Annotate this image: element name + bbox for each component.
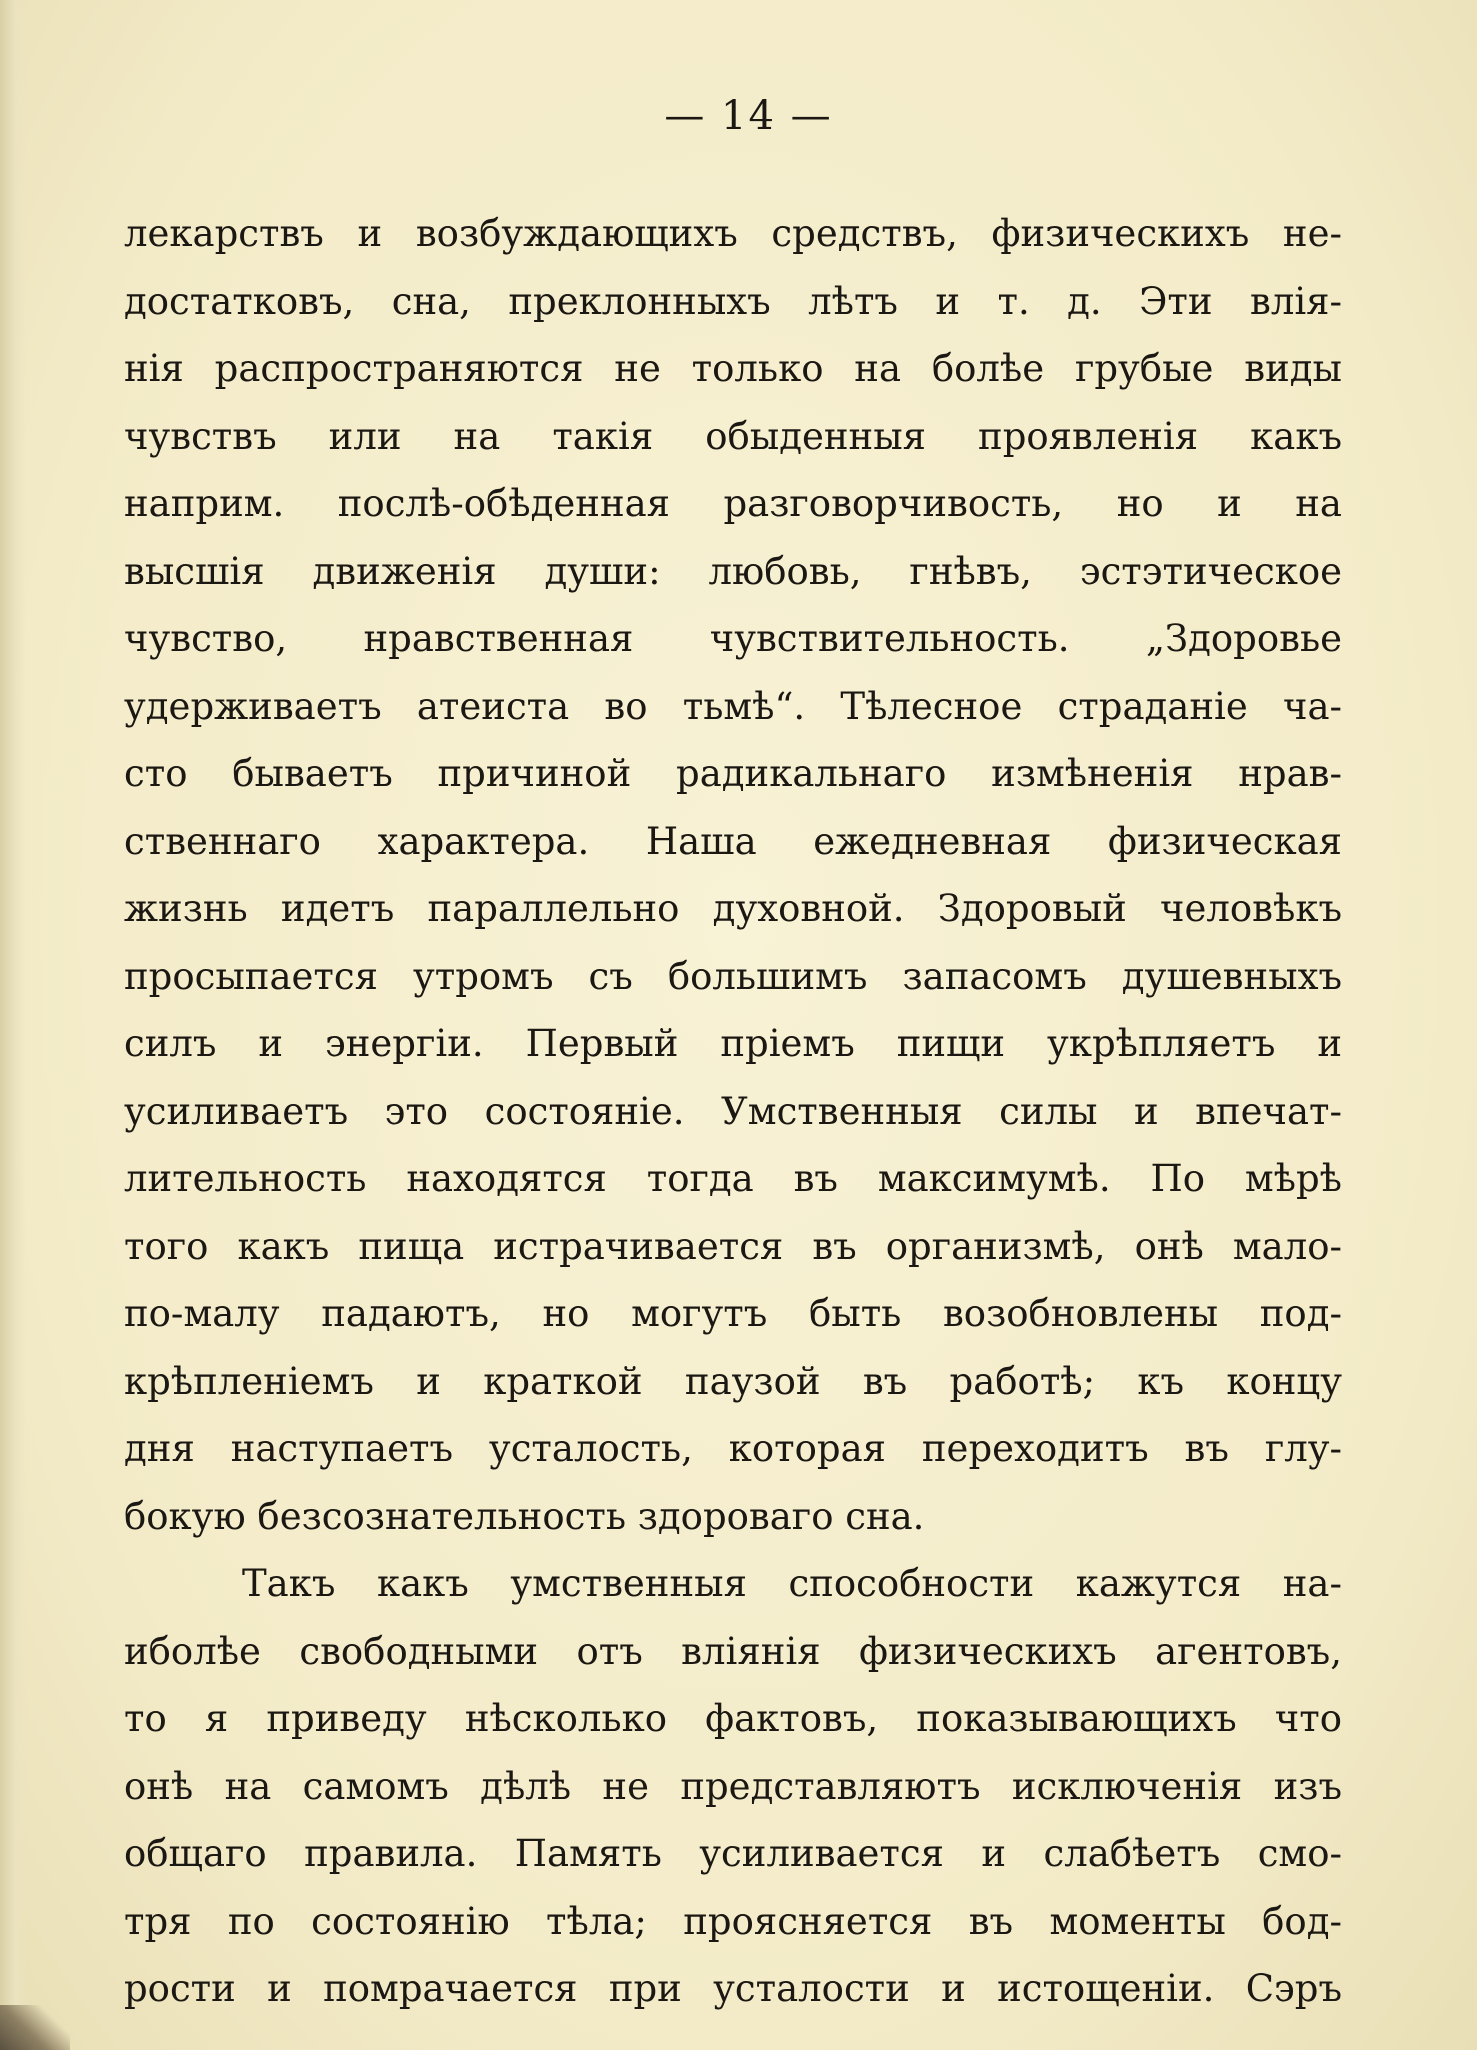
text-line: тря по состоянію тѣла; проясняется въ моменты бод- [124, 1899, 1342, 1943]
text-line: лекарствъ и возбуждающихъ средствъ, физическихъ не- [124, 212, 1342, 255]
text-line: наприм. послѣ-обѣденная разговорчивость, но и на [124, 482, 1342, 525]
text-line: рости и помрачается при усталости и истощеніи. Сэръ [124, 1967, 1342, 2010]
paragraph-start-line: Такъ какъ умственныя способности кажутся на- [242, 1562, 1342, 1605]
page-corner-curl [0, 2005, 70, 2050]
text-line: жизнь идетъ параллельно духовной. Здоровый человѣкъ [124, 887, 1342, 930]
page-left-edge-shadow [0, 0, 26, 2050]
text-line: нія распространяются не только на болѣе грубые виды [124, 347, 1342, 390]
text-line: иболѣе свободными отъ вліянія физическихъ агентовъ, [124, 1629, 1342, 1673]
text-line: силъ и энергіи. Первый пріемъ пищи укрѣпляетъ и [124, 1022, 1342, 1065]
paragraph-end-line: бокую безсознательность здороваго сна. [124, 1494, 925, 1538]
text-line: общаго правила. Память усиливается и слабѣетъ смо- [124, 1832, 1342, 1875]
text-line: ственнаго характера. Наша ежедневная физическая [124, 819, 1342, 863]
text-line: того какъ пища истрачивается въ организмѣ, онѣ мало- [124, 1224, 1342, 1268]
text-line: сто бываетъ причиной радикальнаго измѣненія нрав- [124, 752, 1342, 795]
text-line: достатковъ, сна, преклонныхъ лѣтъ и т. д. Эти влія- [124, 279, 1342, 323]
text-line: просыпается утромъ съ большимъ запасомъ душевныхъ [124, 954, 1342, 998]
text-line: чувство, нравственная чувствительность. „Здоровье [124, 617, 1342, 660]
text-line: онѣ на самомъ дѣлѣ не представляютъ исключенія изъ [124, 1764, 1342, 1808]
text-line: высшія движенія души: любовь, гнѣвъ, эстэтическое [124, 549, 1342, 593]
page-number: — 14 — [664, 93, 833, 139]
text-line: удерживаетъ атеиста во тьмѣ“. Тѣлесное страданіе ча- [124, 684, 1342, 728]
text-line: лительность находятся тогда въ максимумѣ. По мѣрѣ [124, 1157, 1342, 1200]
text-line: крѣпленіемъ и краткой паузой въ работѣ; къ концу [124, 1359, 1342, 1403]
text-line: чувствъ или на такія обыденныя проявленія какъ [124, 414, 1342, 458]
text-line: усиливаетъ это состояніе. Умственныя силы и впечат- [124, 1089, 1342, 1133]
body-text [124, 200, 1342, 2023]
text-line: дня наступаетъ усталость, которая переходитъ въ глу- [124, 1427, 1342, 1470]
text-line: по-малу падаютъ, но могутъ быть возобновлены под- [124, 1292, 1342, 1335]
text-line: то я приведу нѣсколько фактовъ, показывающихъ что [124, 1697, 1342, 1740]
